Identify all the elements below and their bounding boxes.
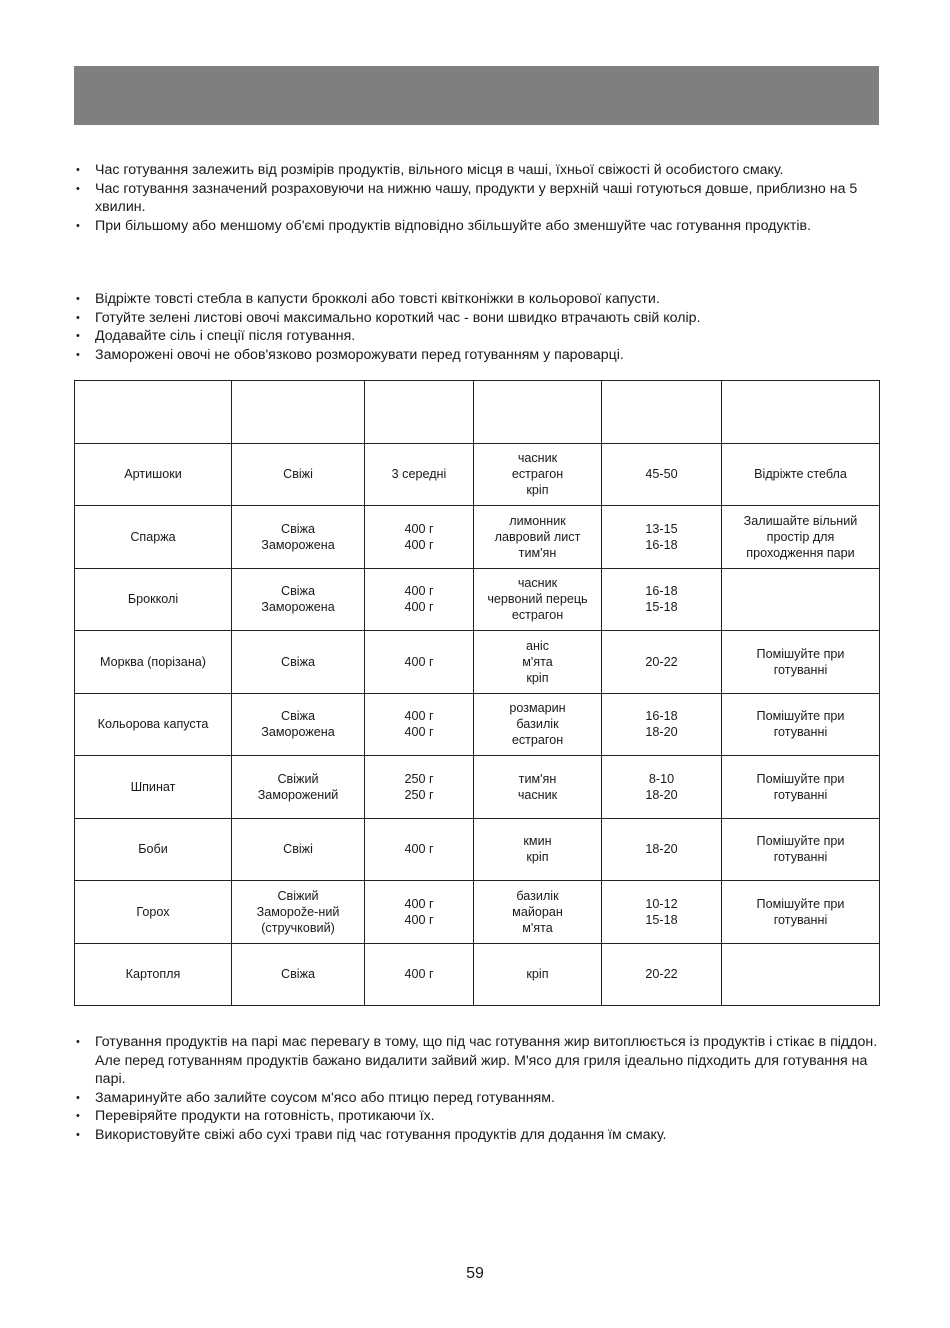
cell-note <box>722 631 880 694</box>
bullet-dot: • <box>76 1036 80 1048</box>
cell-line: естрагон <box>511 733 564 748</box>
header-cell <box>365 381 474 444</box>
bullet-text: При більшому або меншому об'ємі продуктів відповідно збільшуйте або зменшуйте час готування продуктів. <box>95 217 812 234</box>
cell-line: Картопля <box>125 967 181 982</box>
cell-line: Помішуйте при <box>756 646 845 661</box>
cell-line: естрагон <box>511 467 564 482</box>
cell-line: 400 г <box>404 521 434 536</box>
cell-state <box>232 693 365 756</box>
cell-line: тим'ян <box>518 771 557 786</box>
header-cell <box>722 381 880 444</box>
cell-product <box>75 943 232 1006</box>
cell-line: 18-20 <box>645 725 678 740</box>
cell-time <box>602 443 722 506</box>
bullet-text: Замаринуйте або залийте соусом м'ясо або птицю перед готуванням. <box>95 1089 555 1106</box>
cell-line: 400 г <box>404 600 434 615</box>
bullet-dot: • <box>76 293 80 305</box>
cell-line: проходження пари <box>746 545 855 560</box>
cell-line: 250 г <box>404 787 434 802</box>
cell-line: кріп <box>526 850 549 865</box>
meat-tips <box>74 1033 879 1144</box>
cell-line: Помішуйте при <box>756 709 845 724</box>
cell-line: м'ята <box>522 654 553 669</box>
cell-amount <box>365 881 474 944</box>
cell-line: Заморожена <box>261 537 335 552</box>
cell-line: Морква (порізана) <box>100 654 206 669</box>
bullet-item <box>74 161 879 180</box>
bullet-text: Час готування зазначений розраховуючи на нижню чашу, продукти у верхній чаші готуються довше, приблизно на 5 хвилин. <box>95 180 858 215</box>
cell-line: 16-18 <box>645 709 678 724</box>
cell-line: Помішуйте при <box>756 896 845 911</box>
cell-line: Боби <box>138 842 168 857</box>
cell-state <box>232 756 365 819</box>
cell-line: аніс <box>525 638 550 653</box>
cell-line: червоний перець <box>487 592 588 607</box>
cell-time <box>602 943 722 1006</box>
cell-line: Свіжа <box>280 709 315 724</box>
table-row <box>75 881 880 944</box>
cell-herbs <box>474 756 602 819</box>
bullet-item <box>74 309 879 328</box>
cell-line: (стручковий) <box>261 920 335 935</box>
cell-line: Шпинат <box>130 779 176 794</box>
cell-line: Залишайте вільний <box>743 513 858 528</box>
page-number: 59 <box>466 1265 484 1282</box>
cell-amount <box>365 943 474 1006</box>
cell-line: лимонник <box>509 513 566 528</box>
cell-note <box>722 818 880 881</box>
cell-line: часник <box>517 787 558 802</box>
table-header-row <box>75 381 880 444</box>
cell-line: Свіжі <box>283 842 313 857</box>
cell-line: 400 г <box>404 912 434 927</box>
cell-herbs <box>474 693 602 756</box>
vegetable-cooking-table <box>74 380 880 1006</box>
table-row <box>75 756 880 819</box>
cell-line: Свіжа <box>280 521 315 536</box>
bullet-item <box>74 217 879 236</box>
header-cell <box>474 381 602 444</box>
bullet-dot: • <box>76 182 80 195</box>
cell-note <box>722 943 880 1006</box>
cell-amount <box>365 443 474 506</box>
bullet-item <box>74 327 879 346</box>
cooking-time-notes <box>74 161 879 235</box>
cell-time <box>602 756 722 819</box>
header-cell <box>75 381 232 444</box>
cell-line: часник <box>517 451 558 466</box>
cell-state <box>232 506 365 569</box>
cell-line: Заморожена <box>261 600 335 615</box>
cell-line: 400 г <box>404 654 434 669</box>
bullet-dot: • <box>76 1128 80 1141</box>
table-row <box>75 506 880 569</box>
bullet-dot: • <box>76 348 80 361</box>
cell-state <box>232 943 365 1006</box>
cell-line: готуванні <box>773 850 828 865</box>
cell-herbs <box>474 443 602 506</box>
table-row <box>75 631 880 694</box>
bullet-dot: • <box>76 219 80 232</box>
table-row <box>75 943 880 1006</box>
cell-line: лавровий лист <box>494 529 581 544</box>
cell-herbs <box>474 881 602 944</box>
cell-line: кріп <box>526 483 549 498</box>
bullet-text: Готуйте зелені листові овочі максимально короткий час - вони швидко втрачають свій колір. <box>95 309 701 326</box>
cell-line: готуванні <box>773 912 828 927</box>
cell-note <box>722 881 880 944</box>
cell-line: 15-18 <box>645 600 678 615</box>
cell-line: Свіжий <box>277 888 319 903</box>
cell-line: 18-20 <box>645 787 678 802</box>
cell-line: Заморожена <box>261 725 335 740</box>
bullet-dot: • <box>76 1110 80 1122</box>
table-row <box>75 693 880 756</box>
cell-amount <box>365 693 474 756</box>
cell-note <box>722 506 880 569</box>
cell-line: м'ята <box>522 920 553 935</box>
bullet-item <box>74 1126 879 1145</box>
cell-time <box>602 881 722 944</box>
cell-line: 400 г <box>404 725 434 740</box>
cell-line: 13-15 <box>645 521 678 536</box>
cell-line: 400 г <box>404 584 434 599</box>
cell-time <box>602 693 722 756</box>
cell-time <box>602 568 722 631</box>
cell-state <box>232 881 365 944</box>
cell-line: Свіжа <box>280 654 315 669</box>
bullet-text: Готування продуктів на парі має перевагу в тому, що під час готування жир витоплюється із продуктів і стікає в піддон. Але перед готуванням продуктів бажано видалити зайвий жир. М'ясо для гриля ідеально підходить для готування на парі. <box>95 1034 878 1087</box>
bullet-item <box>74 290 879 309</box>
cell-product <box>75 506 232 569</box>
table-row <box>75 568 880 631</box>
cell-state <box>232 818 365 881</box>
bullet-text: Відріжте товсті стебла в капусти брокколі або товсті квітконіжки в кольорової капусти. <box>95 291 660 307</box>
cell-herbs <box>474 631 602 694</box>
cell-line: готуванні <box>773 662 828 677</box>
table-row <box>75 818 880 881</box>
cell-note <box>722 568 880 631</box>
cell-line: 15-18 <box>645 912 678 927</box>
bullet-item <box>74 180 879 217</box>
cell-line: Помішуйте при <box>756 771 845 786</box>
cell-line: кмин <box>523 834 552 849</box>
cell-product <box>75 881 232 944</box>
cell-line: 400 г <box>404 967 434 982</box>
bullet-item <box>74 1107 879 1126</box>
cell-line: 20-22 <box>645 654 678 669</box>
cell-line: кріп <box>526 670 549 685</box>
cell-line: розмарин <box>509 701 566 716</box>
cell-time <box>602 506 722 569</box>
bullet-item <box>74 346 879 365</box>
bullet-item <box>74 1033 879 1089</box>
cell-product <box>75 568 232 631</box>
bullet-text: Додавайте сіль і спеції після готування. <box>95 328 356 344</box>
cell-product <box>75 756 232 819</box>
cell-time <box>602 818 722 881</box>
bullet-text: Використовуйте свіжі або сухі трави під час готування продуктів для додання їм смаку. <box>95 1126 667 1143</box>
cell-amount <box>365 818 474 881</box>
cell-line: Відріжте стебла <box>754 467 847 482</box>
cell-line: Заморожений <box>257 787 339 802</box>
cell-amount <box>365 756 474 819</box>
vegetable-tips <box>74 290 879 364</box>
bullet-text: Перевіряйте продукти на готовність, протикаючи їх. <box>95 1108 435 1124</box>
cell-line: Свіжа <box>280 967 315 982</box>
bullet-dot: • <box>76 311 80 324</box>
table-row <box>75 443 880 506</box>
header-cell <box>602 381 722 444</box>
bullet-dot: • <box>76 1091 80 1104</box>
cell-amount <box>365 568 474 631</box>
cell-note <box>722 756 880 819</box>
cell-line: Свіжі <box>283 467 313 482</box>
cell-note <box>722 693 880 756</box>
cell-line: 250 г <box>404 771 434 786</box>
bullet-dot: • <box>76 164 80 176</box>
header-cell <box>232 381 365 444</box>
cell-line: готуванні <box>773 787 828 802</box>
cell-line: 8-10 <box>648 771 675 786</box>
cell-herbs <box>474 943 602 1006</box>
cell-line: 400 г <box>404 709 434 724</box>
cell-line: 16-18 <box>645 584 678 599</box>
cell-line: кріп <box>526 967 549 982</box>
cell-line: 400 г <box>404 537 434 552</box>
cell-amount <box>365 631 474 694</box>
cell-line: базилік <box>516 888 559 903</box>
cell-line: часник <box>517 576 558 591</box>
cell-product <box>75 443 232 506</box>
cell-line: Помішуйте при <box>756 834 845 849</box>
cell-line: Свіжа <box>280 584 315 599</box>
cell-state <box>232 631 365 694</box>
cell-line: простір для <box>766 529 835 544</box>
cell-line: тим'ян <box>518 545 557 560</box>
header-bar <box>74 66 879 125</box>
cell-state <box>232 443 365 506</box>
cell-line: Кольорова капуста <box>97 717 209 732</box>
bullet-item <box>74 1089 879 1108</box>
cell-product <box>75 631 232 694</box>
cell-line: майоран <box>512 904 563 919</box>
cell-time <box>602 631 722 694</box>
cell-herbs <box>474 506 602 569</box>
cell-line: Спаржа <box>130 529 176 544</box>
cell-line: 45-50 <box>645 467 678 482</box>
cell-note <box>722 443 880 506</box>
cell-product <box>75 693 232 756</box>
cell-state <box>232 568 365 631</box>
cell-herbs <box>474 818 602 881</box>
cell-line: 20-22 <box>645 967 678 982</box>
cell-line: 3 середні <box>391 467 447 482</box>
cell-product <box>75 818 232 881</box>
bullet-text: Час готування залежить від розмірів продуктів, вільного місця в чаші, їхньої свіжості й особистого смаку. <box>95 162 784 178</box>
cell-line: 18-20 <box>645 842 678 857</box>
bullet-dot: • <box>76 330 80 342</box>
cell-line: Артишоки <box>124 467 182 482</box>
cell-line: Брокколі <box>127 592 179 607</box>
cell-line: Горох <box>136 904 170 919</box>
cell-line: 400 г <box>404 896 434 911</box>
cell-line: Заморože-ний <box>256 904 340 919</box>
cell-line: Свіжий <box>277 771 319 786</box>
cell-herbs <box>474 568 602 631</box>
cell-line: естрагон <box>511 608 564 623</box>
cell-line: 16-18 <box>645 537 678 552</box>
cell-amount <box>365 506 474 569</box>
cell-line: 400 г <box>404 842 434 857</box>
cell-line: базилік <box>516 717 559 732</box>
cell-line: 10-12 <box>645 896 678 911</box>
bullet-text: Заморожені овочі не обов'язково розморожувати перед готуванням у пароварці. <box>95 346 624 363</box>
cell-line: готуванні <box>773 725 828 740</box>
